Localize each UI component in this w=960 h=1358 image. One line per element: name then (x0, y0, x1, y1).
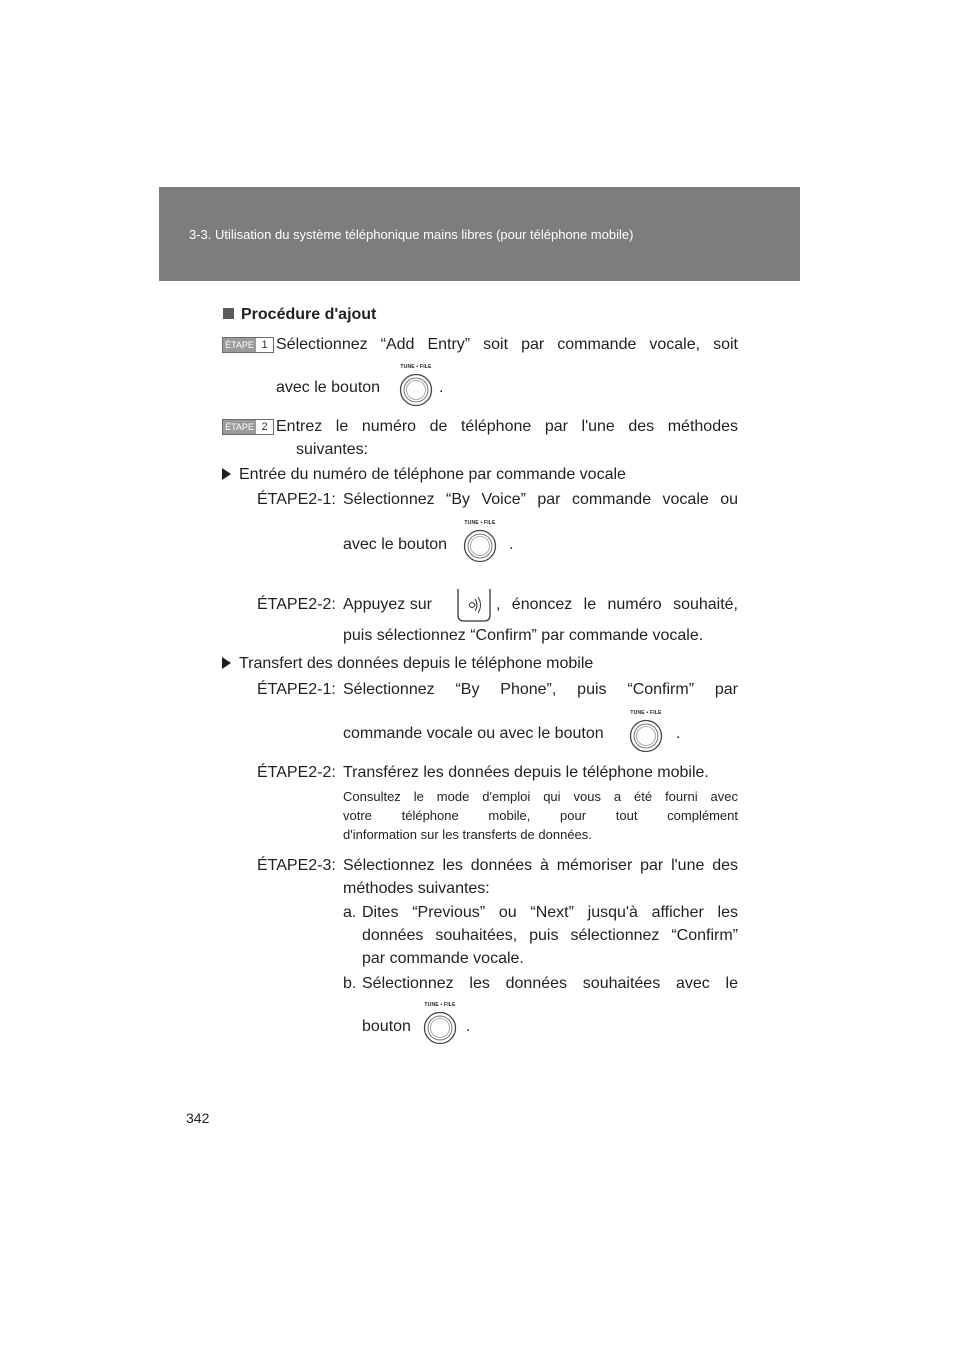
method-phone-step3-line1: Sélectionnez les données à mémoriser par l'une des (343, 857, 738, 874)
method-phone-step1-line1: Sélectionnez “By Phone”, puis “Confirm” par (343, 681, 738, 698)
arrow-bullet-icon (222, 657, 231, 669)
step-2-badge: ÉTAPE 2 (222, 419, 274, 435)
tune-file-knob-icon: TUNE • FILE (396, 364, 436, 408)
step-2-line1: Entrez le numéro de téléphone par l'une des méthodes (276, 418, 738, 435)
talk-switch-icon (454, 585, 494, 625)
chapter-title: 3-3. Utilisation du système téléphonique mains libres (pour téléphone mobile) (189, 227, 634, 242)
method-voice-heading: Entrée du numéro de téléphone par commande vocale (222, 465, 626, 485)
square-bullet-icon (223, 308, 234, 319)
tune-file-knob-icon: TUNE • FILE (626, 710, 666, 754)
option-a-label: a. (343, 904, 357, 921)
note-line1: Consultez le mode d'emploi qui vous a été fourni avec (343, 789, 738, 804)
page-content: Procédure d'ajout ÉTAPE 1 Sélectionnez “Add Entry” soit par commande vocale, soit avec le bouton TUNE • FILE . ÉTAPE 2 Entrez le numéro de téléphone par l'une des méthodes suivantes: Entrée du numéro de téléphone par commande vocale ÉTAPE2-1: Sélectionnez “By Voice” par commande vocale ou avec le bouton TUNE • FILE . ÉTAPE2-2: Appuyez sur , énoncez le numéro souhaité, puis sélectionnez “Confirm” par commande vocale. Transfert des données depuis le téléphone mobile ÉTAPE2-1: Sélectionnez “By Phone”, puis “Confirm” par commande vocale ou avec le bouton TUNE • FILE . ÉTAPE2-2: Transférez les données depuis le téléphone mobile. Consultez le mode d'emploi qui vous a été fourni avec votre téléphone mobile, pour tout complément d'information sur les transferts de données. ÉTAPE2-3: Sélectionnez les données à mémoriser par l'une des méthodes suivantes: a. Dites “Previous” ou “Next” jusqu'à afficher les données souhaitées, puis sélectionnez “Confirm” par commande vocale. b. Sélectionnez les données souhaitées avec le bouton TUNE • FILE . 342 (186, 306, 738, 1126)
method-voice-step2-label: ÉTAPE2-2: (257, 596, 336, 613)
option-b-line1: Sélectionnez les données souhaitées avec le (362, 975, 738, 992)
option-a-line2: données souhaitées, puis sélectionnez “Confirm” (362, 927, 738, 944)
method-phone-heading: Transfert des données depuis le téléphone mobile (222, 654, 593, 674)
method-phone-step1-line2: commande vocale ou avec le bouton (343, 725, 604, 742)
tune-file-knob-icon: TUNE • FILE (420, 1002, 460, 1046)
option-b-line2: bouton (362, 1018, 411, 1035)
step-1-line2: avec le bouton (276, 379, 381, 396)
method-phone-step3-label: ÉTAPE2-3: (257, 857, 336, 874)
method-phone-step1-label: ÉTAPE2-1: (257, 681, 336, 698)
method-voice-step1-line2: avec le bouton (343, 536, 448, 553)
section-title: Procédure d'ajout (223, 305, 376, 325)
method-phone-step3-line2: méthodes suivantes: (343, 880, 490, 897)
note-line2: votre téléphone mobile, pour tout complément (343, 808, 738, 823)
page-number: 342 (186, 1110, 210, 1126)
step-1-line1: Sélectionnez “Add Entry” soit par commande vocale, soit (276, 336, 738, 353)
method-voice-step1-line1: Sélectionnez “By Voice” par commande vocale ou (343, 491, 738, 508)
arrow-bullet-icon (222, 468, 231, 480)
option-a-line1: Dites “Previous” ou “Next” jusqu'à afficher les (362, 904, 738, 921)
method-phone-step2-label: ÉTAPE2-2: (257, 764, 336, 781)
method-voice-step2-line2: puis sélectionnez “Confirm” par commande vocale. (343, 627, 704, 644)
method-voice-step1-label: ÉTAPE2-1: (257, 491, 336, 508)
method-phone-step2-line1: Transférez les données depuis le téléphone mobile. (343, 764, 709, 781)
step-2-line2: suivantes: (296, 441, 369, 458)
note-line3: d'information sur les transferts de données. (343, 827, 592, 842)
step-1-badge: ÉTAPE 1 (222, 337, 274, 353)
option-b-label: b. (343, 975, 357, 992)
tune-file-knob-icon: TUNE • FILE (460, 520, 500, 564)
option-a-line3: par commande vocale. (362, 950, 524, 967)
